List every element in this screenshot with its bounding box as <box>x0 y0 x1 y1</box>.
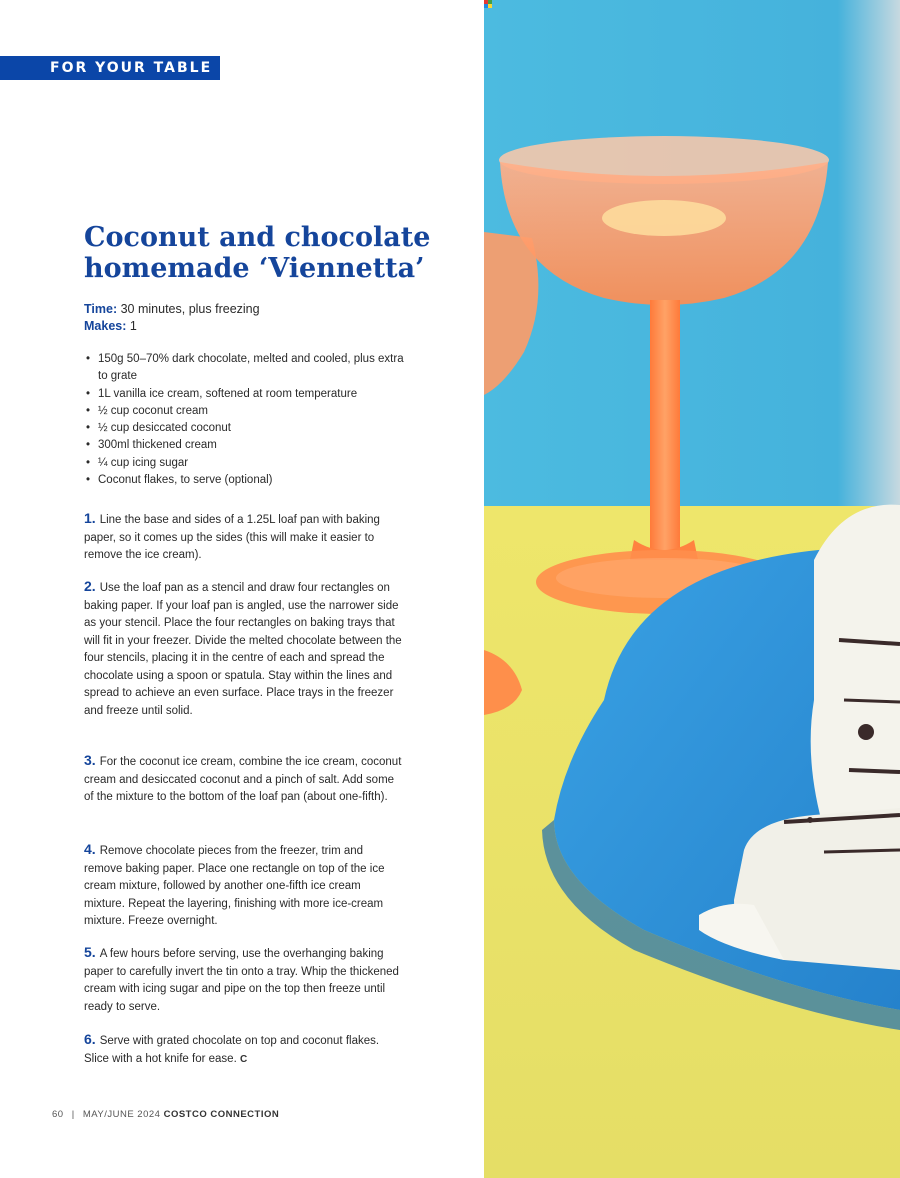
ingredient-item: • 300ml thickened cream <box>86 437 416 454</box>
ingredient-list <box>86 351 416 489</box>
recipe-photo <box>484 0 900 1178</box>
method-step-3 <box>84 752 404 807</box>
colour-registration-icon <box>484 0 492 8</box>
step-number: 5. <box>84 944 96 960</box>
page-footer <box>52 1109 279 1120</box>
ingredient-item: • ½ cup desiccated coconut <box>86 420 416 437</box>
step-text: Use the loaf pan as a stencil and draw four rectangles on baking paper. If your loaf pan is angled, use the narrower side as your stencil. Place the four rectangles on baking trays that will fit in your freezer. Divide the melted chocolate between the four stencils, placing it in the centre of each and spread the chocolate using a spoon or spatula. Stay within the lines and spread to achieve an even surface. Place trays in the freezer and freeze until solid. <box>84 582 402 717</box>
time-value: 30 minutes, plus freezing <box>120 302 260 316</box>
recipe-title <box>84 222 464 284</box>
ingredient-item: • Coconut flakes, to serve (optional) <box>86 472 416 489</box>
magazine-brand: COSTCO CONNECTION <box>163 1109 280 1120</box>
ingredient-item: • 1L vanilla ice cream, softened at room temperature <box>86 386 416 403</box>
step-number: 3. <box>84 752 96 768</box>
title-line-1: Coconut and chocolate <box>84 222 431 253</box>
step-text: A few hours before serving, use the overhanging baking paper to carefully invert the tin onto a tray. Whip the thickened cream with icing sugar and pipe on the top then freeze until ready to serve. <box>84 948 399 1013</box>
method-step-5 <box>84 944 404 1016</box>
method-step-2 <box>84 578 404 720</box>
makes-row <box>84 318 260 335</box>
method-step-6 <box>84 1031 404 1068</box>
step-number: 6. <box>84 1031 96 1047</box>
ingredient-item: • ½ cup coconut cream <box>86 403 416 420</box>
makes-value: 1 <box>129 319 137 333</box>
issue-date: MAY/JUNE 2024 <box>82 1109 161 1120</box>
step-number: 2. <box>84 578 96 594</box>
ingredient-item: • 150g 50–70% dark chocolate, melted and cooled, plus extra to grate <box>86 351 416 386</box>
step-text: Line the base and sides of a 1.25L loaf pan with baking paper, so it comes up the sides (this will make it easier to remove the ice cream). <box>84 514 380 561</box>
step-text: Serve with grated chocolate on top and coconut flakes. Slice with a hot knife for ease. <box>84 1035 380 1065</box>
time-label: Time: <box>84 302 118 316</box>
end-mark-icon: C <box>239 1053 248 1065</box>
makes-label: Makes: <box>84 319 127 333</box>
footer-separator: | <box>71 1109 75 1120</box>
step-number: 4. <box>84 841 96 857</box>
ingredient-item: • ¼ cup icing sugar <box>86 455 416 472</box>
step-number: 1. <box>84 510 96 526</box>
step-text: For the coconut ice cream, combine the ice cream, coconut cream and desiccated coconut and a pinch of salt. Add some of the mixture to the bottom of the loaf pan (about one-fifth). <box>84 756 402 803</box>
section-tag: FOR YOUR TABLE <box>0 56 220 80</box>
title-line-2: homemade ‘Viennetta’ <box>84 253 425 284</box>
time-row <box>84 301 260 318</box>
page-number: 60 <box>52 1109 64 1120</box>
method-step-4 <box>84 841 404 931</box>
method-step-1 <box>84 510 404 565</box>
photo-illustration <box>484 0 900 1178</box>
recipe-meta <box>84 301 260 335</box>
step-text: Remove chocolate pieces from the freezer, trim and remove baking paper. Place one rectangle on top of the ice cream mixture, followed by another one-fifth ice cream mixture. Repeat the layering, finishing with more ice-cream mixture. Freeze overnight. <box>84 845 385 927</box>
